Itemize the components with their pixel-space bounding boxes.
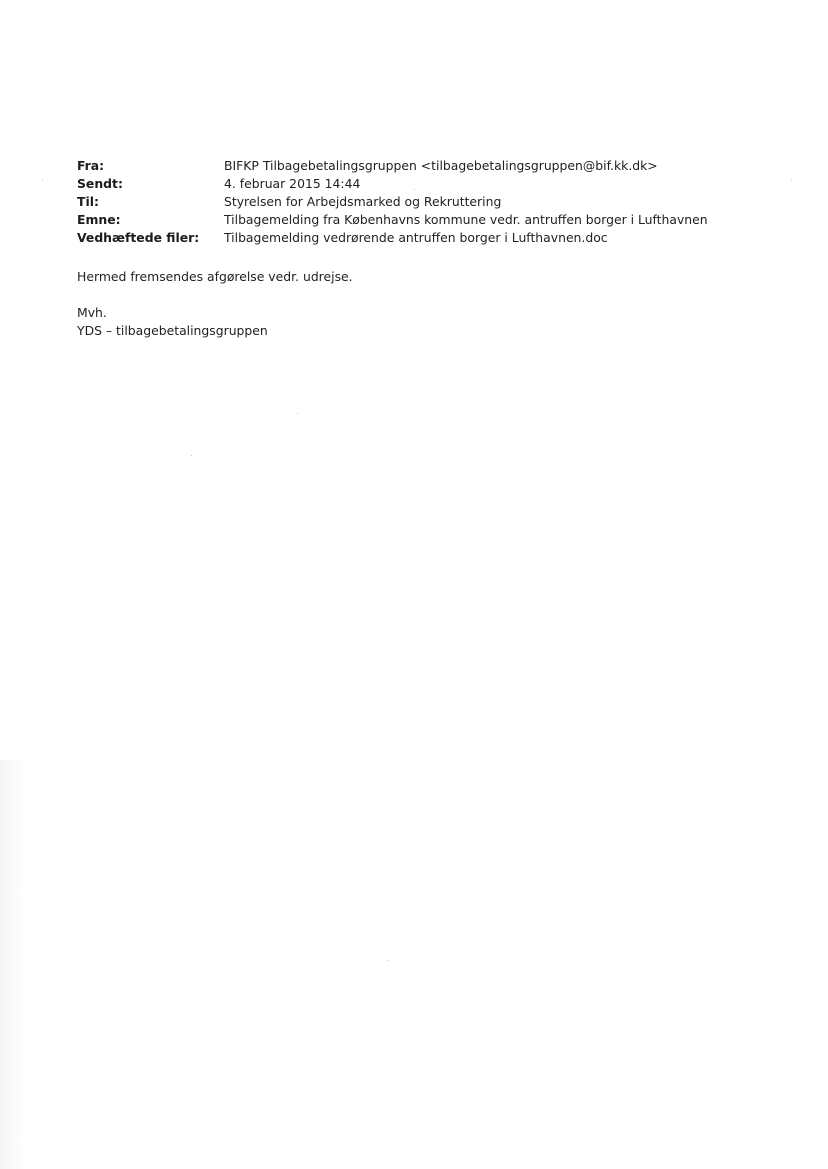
paragraph-gap: [77, 286, 757, 304]
header-label: Fra:: [77, 158, 105, 173]
scan-speck: [388, 960, 389, 961]
header-value-attachments: Tilbagemelding vedrørende antruffen borger i Lufthavnen.doc: [224, 230, 608, 245]
body-message: Hermed fremsendes afgørelse vedr. udrejse.: [77, 269, 353, 284]
body-signature: YDS – tilbagebetalingsgruppen: [77, 323, 268, 338]
scan-speck: [297, 413, 298, 414]
header-label: Sendt:: [77, 176, 123, 191]
header-value-from: BIFKP Tilbagebetalingsgruppen <tilbagebetalingsgruppen@bif.kk.dk>: [224, 158, 658, 173]
scan-edge-shadow: [0, 760, 26, 1169]
scan-speck: [42, 180, 43, 181]
header-label: Emne:: [77, 212, 121, 227]
header-row-to: [77, 193, 777, 211]
header-label: Vedhæftede filer:: [77, 230, 200, 245]
header-row-subject: [77, 211, 777, 229]
scan-speck: [791, 180, 792, 181]
scan-speck: [191, 455, 192, 456]
header-label: Til:: [77, 194, 99, 209]
body-closing: Mvh.: [77, 305, 107, 320]
header-row-sent: [77, 175, 777, 193]
header-value-sent: 4. februar 2015 14:44: [224, 176, 361, 191]
email-headers: [77, 157, 777, 247]
header-value-subject: Tilbagemelding fra Københavns kommune vedr. antruffen borger i Lufthavnen: [224, 212, 708, 227]
email-body: [77, 268, 757, 340]
header-row-attachments: [77, 229, 777, 247]
header-row-from: [77, 157, 777, 175]
header-value-to: Styrelsen for Arbejdsmarked og Rekruttering: [224, 194, 502, 209]
